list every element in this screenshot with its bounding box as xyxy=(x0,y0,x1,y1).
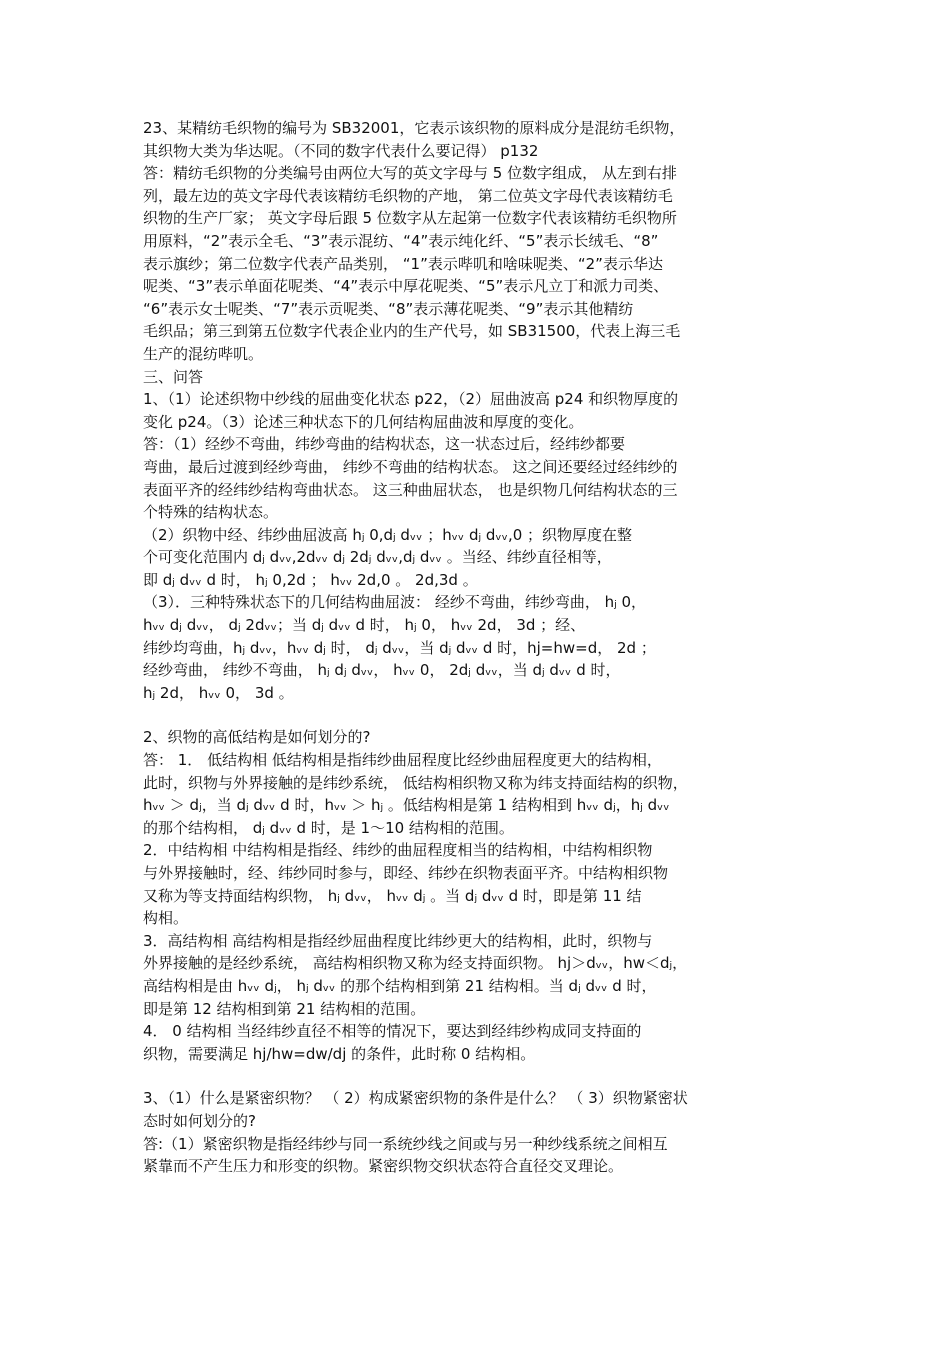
text-line: 表示旗纱；第二位数字代表产品类别， “1”表示哔叽和啥味呢类、“2”表示华达 xyxy=(143,254,663,273)
section-heading: 三、问答 xyxy=(143,367,204,386)
text-line: 用原料，“2”表示全毛、“3”表示混纺、“4”表示纯化纤、“5”表示长绒毛、“8” xyxy=(143,231,659,250)
formula-line: 经纱弯曲， 纬纱不弯曲， hⱼ dⱼ dᵥᵥ， hᵥᵥ 0， 2dⱼ dᵥᵥ，当 dⱼ dᵥᵥ d 时， xyxy=(143,661,621,680)
text-line: 答：精纺毛织物的分类编号由两位大写的英文字母与 5 位数字组成， 从左到右排 xyxy=(143,164,677,183)
paragraph-spacer xyxy=(143,1065,808,1087)
formula-line: 个可变化范围内 dⱼ dᵥᵥ,2dᵥᵥ dⱼ 2dⱼ dᵥᵥ,dⱼ dᵥᵥ 。当经、纬纱直径相等， xyxy=(143,548,612,567)
text-line: 答：（1）经纱不弯曲，纬纱弯曲的结构状态，这一状态过后，经纬纱都要 xyxy=(143,435,626,454)
question-heading: 2、织物的高低结构是如何划分的? xyxy=(143,728,371,747)
text-line: 呢类、“3”表示单面花呢类、“4”表示中厚花呢类、“5”表示凡立丁和派力司类、 xyxy=(143,277,669,296)
formula-line: 外界接触的是经纱系统， 高结构相织物又称为经支持面织物。 hj＞dᵥᵥ，hw＜dⱼ， xyxy=(143,954,688,973)
text-line: 紧靠而不产生压力和形变的织物。紧密织物交织状态符合直径交叉理论。 xyxy=(143,1157,624,1176)
formula-line: hⱼ 2d， hᵥᵥ 0， 3d 。 xyxy=(143,683,294,702)
text-line: 织物的生产厂家； 英文字母后跟 5 位数字从左起第一位数字代表该精纺毛织物所 xyxy=(143,209,677,228)
text-line: 生产的混纺哔叽。 xyxy=(143,344,264,363)
answer-1-block xyxy=(143,433,808,704)
text-line: 态时如何划分的? xyxy=(143,1111,256,1130)
text-line: 织物，需要满足 hj/hw=dw/dj 的条件，此时称 0 结构相。 xyxy=(143,1044,536,1063)
text-line: 3．高结构相 高结构相是指经纱屈曲程度比纬纱更大的结构相，此时，织物与 xyxy=(143,931,653,950)
question-23-block xyxy=(143,117,808,433)
text-line: 弯曲，最后过渡到经纱弯曲， 纬纱不弯曲的结构状态。 这之间还要经过经纬纱的 xyxy=(143,457,678,476)
formula-line: （3）．三种特殊状态下的几何结构曲屈波： 经纱不弯曲，纬纱弯曲， hⱼ 0， xyxy=(143,593,647,612)
formula-line: hᵥᵥ dⱼ dᵥᵥ， dⱼ 2dᵥᵥ；当 dⱼ dᵥᵥ d 时， hⱼ 0， hᵥᵥ 2d， 3d ；经、 xyxy=(143,616,586,635)
document-body xyxy=(143,117,808,1178)
formula-line: 又称为等支持面结构织物， hⱼ dᵥᵥ， hᵥᵥ dⱼ 。当 dⱼ dᵥᵥ d 时，即是第 11 结 xyxy=(143,886,642,905)
text-line: 答:（1）紧密织物是指经纬纱与同一系统纱线之间或与另一种纱线系统之间相互 xyxy=(143,1134,668,1153)
formula-line: 纬纱均弯曲，hⱼ dᵥᵥ，hᵥᵥ dⱼ 时， dⱼ dᵥᵥ，当 dⱼ dᵥᵥ d 时，hj=hw=d， 2d ； xyxy=(143,638,656,657)
text-line: 即是第 12 结构相到第 21 结构相的范围。 xyxy=(143,999,426,1018)
text-line: 其织物大类为华达呢。（不同的数字代表什么要记得） p132 xyxy=(143,141,539,160)
question-2-block xyxy=(143,726,808,1065)
text-line: “6”表示女士呢类、“7”表示贡呢类、“8”表示薄花呢类、“9”表示其他精纺 xyxy=(143,299,634,318)
formula-line: 高结构相是由 hᵥᵥ dⱼ， hⱼ dᵥᵥ 的那个结构相到第 21 结构相。当 dⱼ dᵥᵥ d 时， xyxy=(143,976,657,995)
formula-line: 的那个结构相， dⱼ dᵥᵥ d 时，是 1～10 结构相的范围。 xyxy=(143,818,514,837)
text-line: 2．中结构相 中结构相是指经、纬纱的曲屈程度相当的结构相，中结构相织物 xyxy=(143,841,653,860)
text-line: 变化 p24。（3）论述三种状态下的几何结构屈曲波和厚度的变化。 xyxy=(143,412,584,431)
text-line: 1、（1）论述织物中纱线的屈曲变化状态 p22，（2）屈曲波高 p24 和织物厚度的 xyxy=(143,390,679,409)
formula-line: （2）织物中经、纬纱曲屈波高 hⱼ 0,dⱼ dᵥᵥ ；hᵥᵥ dⱼ dᵥᵥ,0 ；织物厚度在整 xyxy=(143,525,633,544)
question-heading: 3、（1）什么是紧密织物？ （ 2）构成紧密织物的条件是什么？ （ 3）织物紧密状 xyxy=(143,1089,688,1108)
text-line: 列，最左边的英文字母代表该精纺毛织物的产地， 第二位英文字母代表该精纺毛 xyxy=(143,186,673,205)
text-line: 个特殊的结构状态。 xyxy=(143,503,279,522)
text-line: 23、某精纺毛织物的编号为 SB32001，它表示该织物的原料成分是混纺毛织物， xyxy=(143,119,685,137)
text-line: 答： 1． 低结构相 低结构相是指纬纱曲屈程度比经纱曲屈程度更大的结构相， xyxy=(143,751,662,770)
text-line: 毛织品；第三到第五位数字代表企业内的生产代号，如 SB31500，代表上海三毛 xyxy=(143,322,681,341)
formula-line: 即 dⱼ dᵥᵥ d 时， hⱼ 0,2d ； hᵥᵥ 2d,0 。 2d,3d 。 xyxy=(143,570,478,589)
text-line: 构相。 xyxy=(143,909,189,928)
text-line: 此时，织物与外界接触的是纬纱系统， 低结构相织物又称为纬支持面结构的织物， xyxy=(143,773,688,792)
formula-line: hᵥᵥ ＞ dⱼ，当 dⱼ dᵥᵥ d 时，hᵥᵥ ＞ hⱼ 。低结构相是第 1 结构相到 hᵥᵥ dⱼ，hⱼ dᵥᵥ xyxy=(143,796,670,815)
text-line: 4． 0 结构相 当经纬纱直径不相等的情况下，要达到经纬纱构成同支持面的 xyxy=(143,1022,642,1041)
paragraph-spacer xyxy=(143,704,808,726)
question-3-block xyxy=(143,1087,808,1177)
text-line: 与外界接触时，经、纬纱同时参与，即经、纬纱在织物表面平齐。中结构相织物 xyxy=(143,864,669,882)
text-line: 表面平齐的经纬纱结构弯曲状态。 这三种曲屈状态， 也是织物几何结构状态的三 xyxy=(143,480,678,499)
